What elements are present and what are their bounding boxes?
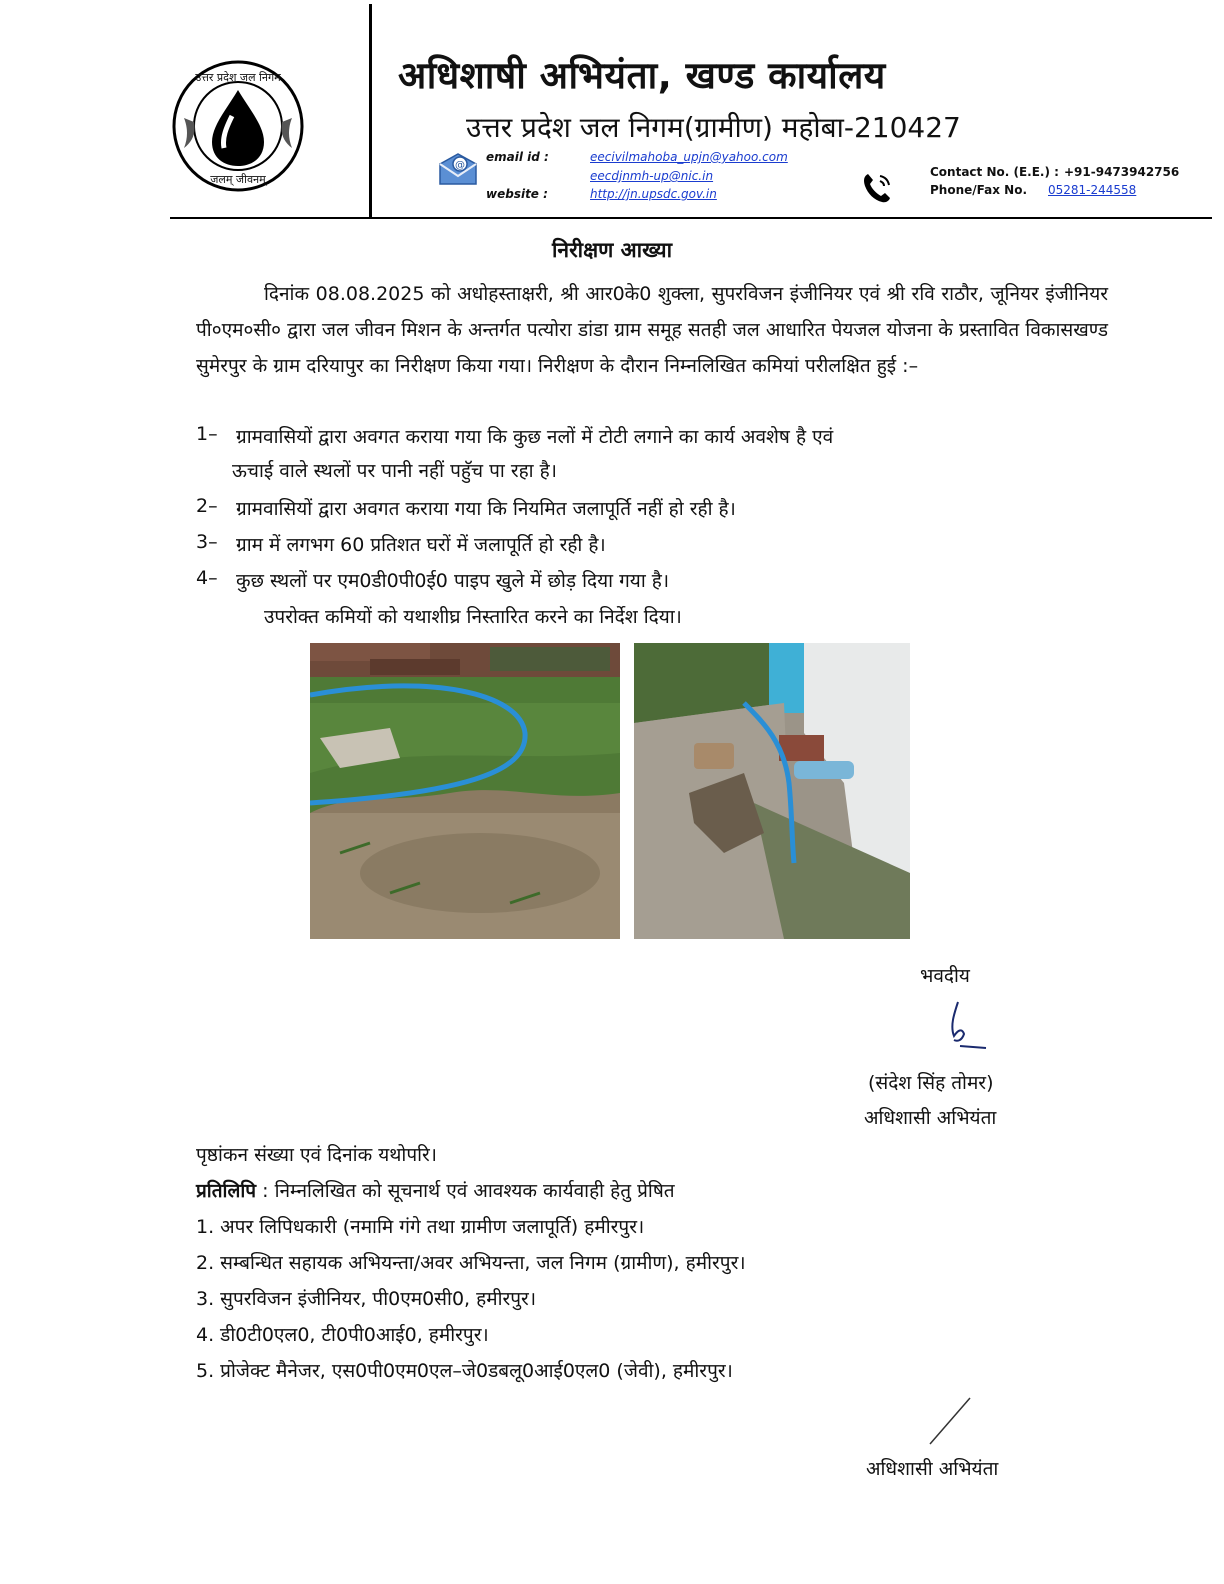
report-heading: निरीक्षण आख्या xyxy=(551,238,673,262)
signatory-name: (संदेश सिंह तोमर) xyxy=(868,1072,994,1094)
point-3-number: 3– xyxy=(196,531,218,553)
point-2-text: ग्रामवासियों द्वारा अवगत कराया गया कि नियमित जलापूर्ति नहीं हो रही है। xyxy=(236,498,736,520)
logo-bottom-text: जलम् जीवनम् xyxy=(210,173,266,186)
report-intro xyxy=(196,276,1108,384)
recipient-5: 5. प्रोजेक्ट मैनेजर, एस0पी0एम0एल–जे0डबलू0आई0एल0 (जेवी), हमीरपुर। xyxy=(196,1360,733,1382)
copy-label: प्रतिलिपि xyxy=(196,1180,257,1202)
point-3-text: ग्राम में लगभग 60 प्रतिशत घरों में जलापूर्ति हो रही है। xyxy=(236,534,606,556)
recipient-2: 2. सम्बन्धित सहायक अभियन्ता/अवर अभियन्ता, जल निगम (ग्रामीण), हमीरपुर। xyxy=(196,1252,746,1274)
office-subtitle: उत्तर प्रदेश जल निगम(ग्रामीण) महोबा-210427 xyxy=(466,111,961,144)
email-label: email id : xyxy=(486,150,549,164)
logo-top-text: उत्तर प्रदेश जल निगम xyxy=(195,71,281,84)
recipient-1: 1. अपर लिपिधकारी (नमामि गंगे तथा ग्रामीण जलापूर्ति) हमीरपुर। xyxy=(196,1216,645,1238)
signatory-designation: अधिशासी अभियंता xyxy=(864,1107,997,1129)
recipient-3: 3. सुपरविजन इंजीनियर, पी0एम0सी0, हमीरपुर। xyxy=(196,1288,537,1310)
organization-logo xyxy=(166,56,310,196)
contact-number: +91-9473942756 xyxy=(1064,165,1180,179)
email-link-1[interactable]: eecivilmahoba_upjn@yahoo.com xyxy=(590,150,788,164)
svg-text:@: @ xyxy=(455,160,465,171)
website-label: website : xyxy=(486,187,548,201)
point-2-number: 2– xyxy=(196,495,218,517)
point-4-text: कुछ स्थलों पर एम0डी0पी0ई0 पाइप खुले में छोड़ दिया गया है। xyxy=(236,570,670,592)
point-1-number: 1– xyxy=(196,423,218,445)
phone-label: Phone/Fax No. xyxy=(930,183,1028,197)
report-intro-text: दिनांक 08.08.2025 को अधोहस्ताक्षरी, श्री आर0के0 शुक्ला, सुपरविजन इंजीनियर एवं श्री रवि राठौर, जूनियर इंजीनियर पी०एम०सी० द्वारा जल जीवन मिशन के अन्तर्गत पत्योरा डांडा ग्राम समूह सतही जल आधारित पेयजल योजना के प्रस्तावित विकासखण्ड सुमेरपुर के ग्राम दरियापुर का निरीक्षण किया गया। निरीक्षण के दौरान निम्नलिखित कमियां परीलक्षित हुई :– xyxy=(196,283,1108,377)
copy-text: : निम्नलिखित को सूचनार्थ एवं आवश्यक कार्यवाही हेतु प्रेषित xyxy=(262,1180,675,1202)
phone-icon xyxy=(860,170,894,204)
closing-salutation: भवदीय xyxy=(920,965,970,987)
copy-heading xyxy=(196,1173,675,1209)
endorsement-line: पृष्ठांकन संख्या एवं दिनांक यथोपरि। xyxy=(196,1144,438,1166)
inspection-photo-pipe-near-wall xyxy=(634,643,910,939)
website-link[interactable]: http://jn.upsdc.gov.in xyxy=(590,187,717,201)
handwritten-signature xyxy=(936,996,996,1056)
initial-mark xyxy=(926,1396,976,1448)
point-4-number: 4– xyxy=(196,567,218,589)
final-designation: अधिशासी अभियंता xyxy=(866,1458,999,1480)
contact-label: Contact No. (E.E.) : xyxy=(930,165,1059,179)
header-vertical-divider xyxy=(369,4,372,219)
email-icon xyxy=(436,150,480,188)
email-link-2[interactable]: eecdjnmh-up@nic.in xyxy=(590,169,714,183)
inspection-photo-pipe-in-grass xyxy=(310,643,620,939)
point-1-continuation: ऊचाई वाले स्थलों पर पानी नहीं पहुॅच पा रहा है। xyxy=(232,460,557,482)
recipient-4: 4. डी0टी0एल0, टी0पी0आई0, हमीरपुर। xyxy=(196,1324,489,1346)
office-title: अधिशाषी अभियंता, खण्ड कार्यालय xyxy=(398,54,886,97)
header-horizontal-divider xyxy=(170,217,1212,219)
point-1-text: ग्रामवासियों द्वारा अवगत कराया गया कि कुछ नलों में टोटी लगाने का कार्य अवशेष है एवं xyxy=(236,426,834,448)
phone-number[interactable]: 05281-244558 xyxy=(1048,183,1137,197)
instruction-text: उपरोक्त कमियों को यथाशीघ्र निस्तारित करने का निर्देश दिया। xyxy=(264,606,682,628)
